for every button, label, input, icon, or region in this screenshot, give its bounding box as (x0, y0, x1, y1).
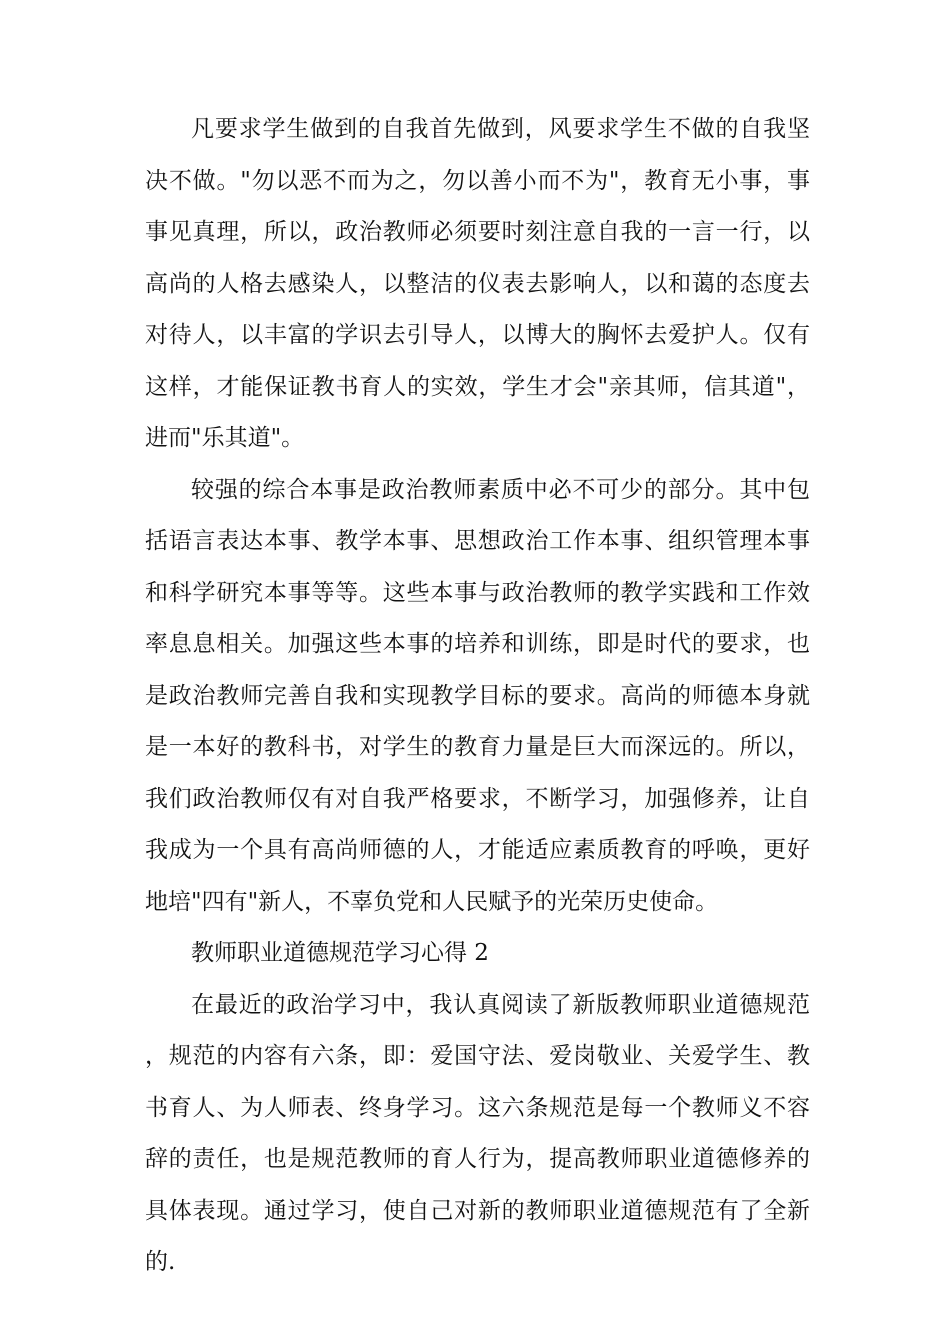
paragraph-comprehensive-ability: 较强的综合本事是政治教师素质中必不可少的部分。其中包括语言表达本事、教学本事、思想政治工作本事、组织管理本事和科学研究本事等等。这些本事与政治教师的教学实践和工作效率息息相关。加强这些本事的培养和训练，即是时代的要求，也是政治教师完善自我和实现教学目标的要求。高尚的师德本身就是一本好的教科书，对学生的教育力量是巨大而深远的。所以，我们政治教师仅有对自我严格要求，不断学习，加强修养，让自我成为一个具有高尚师德的人，才能适应素质教育的呼唤，更好地培"四有"新人，不辜负党和人民赋予的光荣历史使命。 (145, 476, 810, 915)
document-body (145, 104, 810, 1289)
section-title: 教师职业道德规范学习心得 2 (191, 940, 489, 966)
paragraph-teacher-example: 凡要求学生做到的自我首先做到，风要求学生不做的自我坚决不做。"勿以恶不而为之，勿以善小而不为"，教育无小事，事事见真理，所以，政治教师必须要时刻注意自我的一言一行，以高尚的人格去感染人，以整洁的仪表去影响人，以和蔼的态度去对待人，以丰富的学识去引导人，以博大的胸怀去爱护人。仅有这样，才能保证教书育人的实效，学生才会"亲其师，信其道"，进而"乐其道"。 (145, 116, 810, 451)
paragraph-code-of-ethics: 在最近的政治学习中，我认真阅读了新版教师职业道德规范，规范的内容有六条，即：爱国守法、爱岗敬业、关爱学生、教书育人、为人师表、终身学习。这六条规范是每一个教师义不容辞的责任，也是规范教师的育人行为，提高教师职业道德修养的具体表现。通过学习，使自己对新的教师职业道德规范有了全新的. (145, 991, 810, 1275)
